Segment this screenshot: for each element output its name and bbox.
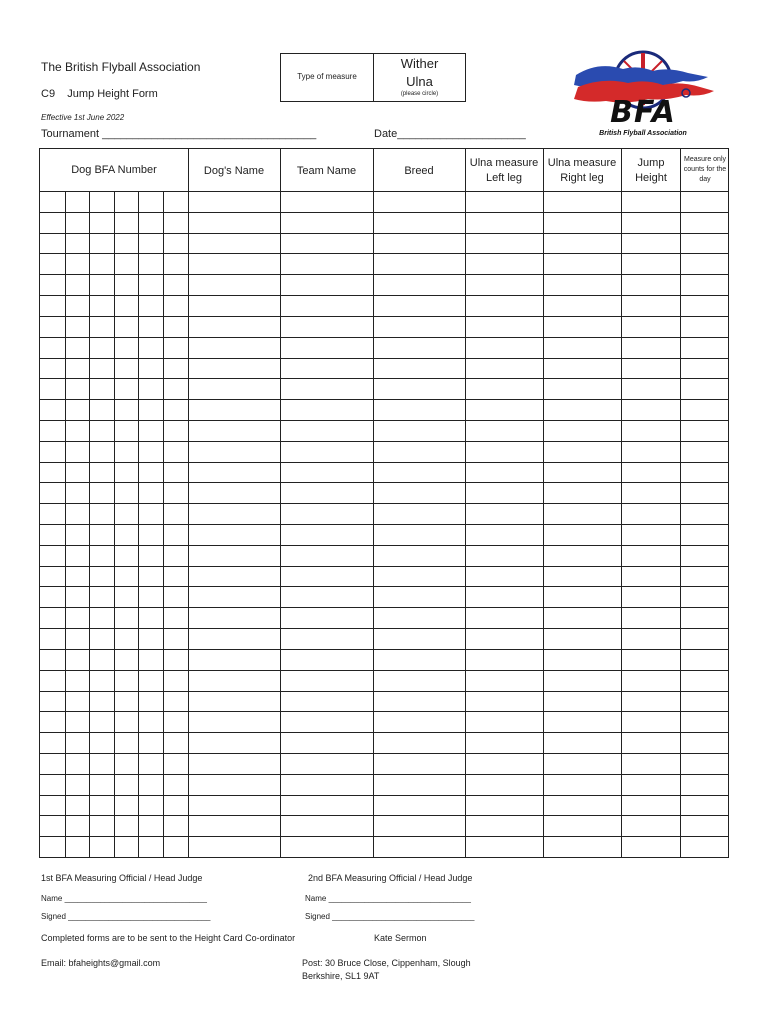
table-row [40, 774, 728, 775]
table-row [40, 378, 728, 379]
table-row [40, 253, 728, 254]
official1-title: 1st BFA Measuring Official / Head Judge [41, 873, 203, 883]
table-row [40, 753, 728, 754]
table-row [40, 670, 728, 671]
official2-title: 2nd BFA Measuring Official / Head Judge [308, 873, 473, 883]
header-jump-height: Jump Height [635, 157, 667, 184]
table-row [40, 815, 728, 816]
table-row [40, 545, 728, 546]
measure-type-box [280, 53, 466, 102]
bfa-number-digit-divider [138, 191, 139, 857]
bfa-number-digit-divider [89, 191, 90, 857]
table-row [40, 711, 728, 712]
jump-height-table [39, 148, 729, 858]
logo-text: BFA [610, 95, 676, 130]
official2-signed-field[interactable]: Signed ________________________________ [305, 912, 475, 921]
bfa-number-digit-divider [65, 191, 66, 857]
table-row [40, 566, 728, 567]
bfa-number-digit-divider [163, 191, 164, 857]
wither-option[interactable]: Wither [400, 56, 439, 71]
table-row [40, 316, 728, 317]
table-row [40, 358, 728, 359]
table-row [40, 836, 728, 837]
header-team-name: Team Name [296, 165, 357, 177]
please-circle-note: (please circle) [400, 91, 439, 97]
header-dog-bfa-number: Dog BFA Number [71, 164, 157, 176]
table-row [40, 649, 728, 650]
header-dogs-name: Dog's Name [203, 165, 265, 177]
date-field[interactable]: Date_____________________ [374, 128, 526, 140]
table-row [40, 462, 728, 463]
form-org-title: The British Flyball Association [41, 60, 201, 74]
measure-type-label: Type of measure [297, 72, 357, 81]
postal-address-line2: Berkshire, SL1 9AT [302, 971, 380, 981]
table-row [40, 441, 728, 442]
table-row [40, 795, 728, 796]
table-row [40, 212, 728, 213]
table-row [40, 274, 728, 275]
table-row [40, 607, 728, 608]
tournament-field[interactable]: Tournament ___________________________________ [41, 128, 317, 140]
table-row [40, 399, 728, 400]
table-row [40, 503, 728, 504]
table-row [40, 233, 728, 234]
header-measure-only: Measure only counts for the day [683, 156, 727, 183]
coordinator-name: Kate Sermon [374, 933, 427, 943]
header-ulna-right: Ulna measure Right leg [547, 157, 617, 184]
table-row [40, 732, 728, 733]
table-row [40, 482, 728, 483]
official1-name-field[interactable]: Name ________________________________ [41, 894, 207, 903]
table-row [40, 524, 728, 525]
table-row [40, 337, 728, 338]
table-row [40, 628, 728, 629]
table-row [40, 691, 728, 692]
completed-forms-note: Completed forms are to be sent to the Height Card Co-ordinator [41, 933, 296, 943]
contact-email: Email: bfaheights@gmail.com [41, 958, 161, 968]
official2-name-field[interactable]: Name ________________________________ [305, 894, 471, 903]
official1-signed-field[interactable]: Signed ________________________________ [41, 912, 211, 921]
ulna-option[interactable]: Ulna [406, 74, 433, 89]
postal-address-line1: Post: 30 Bruce Close, Cippenham, Slough [302, 958, 471, 968]
form-subtitle: C9 Jump Height Form [41, 88, 158, 100]
bfa-logo [568, 47, 718, 142]
bfa-number-digit-divider [114, 191, 115, 857]
table-row [40, 586, 728, 587]
table-row [40, 420, 728, 421]
header-breed: Breed [404, 165, 434, 177]
logo-subtext: British Flyball Association [599, 130, 687, 137]
header-ulna-left: Ulna measure Left leg [469, 157, 539, 184]
effective-date: Effective 1st June 2022 [41, 113, 125, 122]
table-row [40, 295, 728, 296]
